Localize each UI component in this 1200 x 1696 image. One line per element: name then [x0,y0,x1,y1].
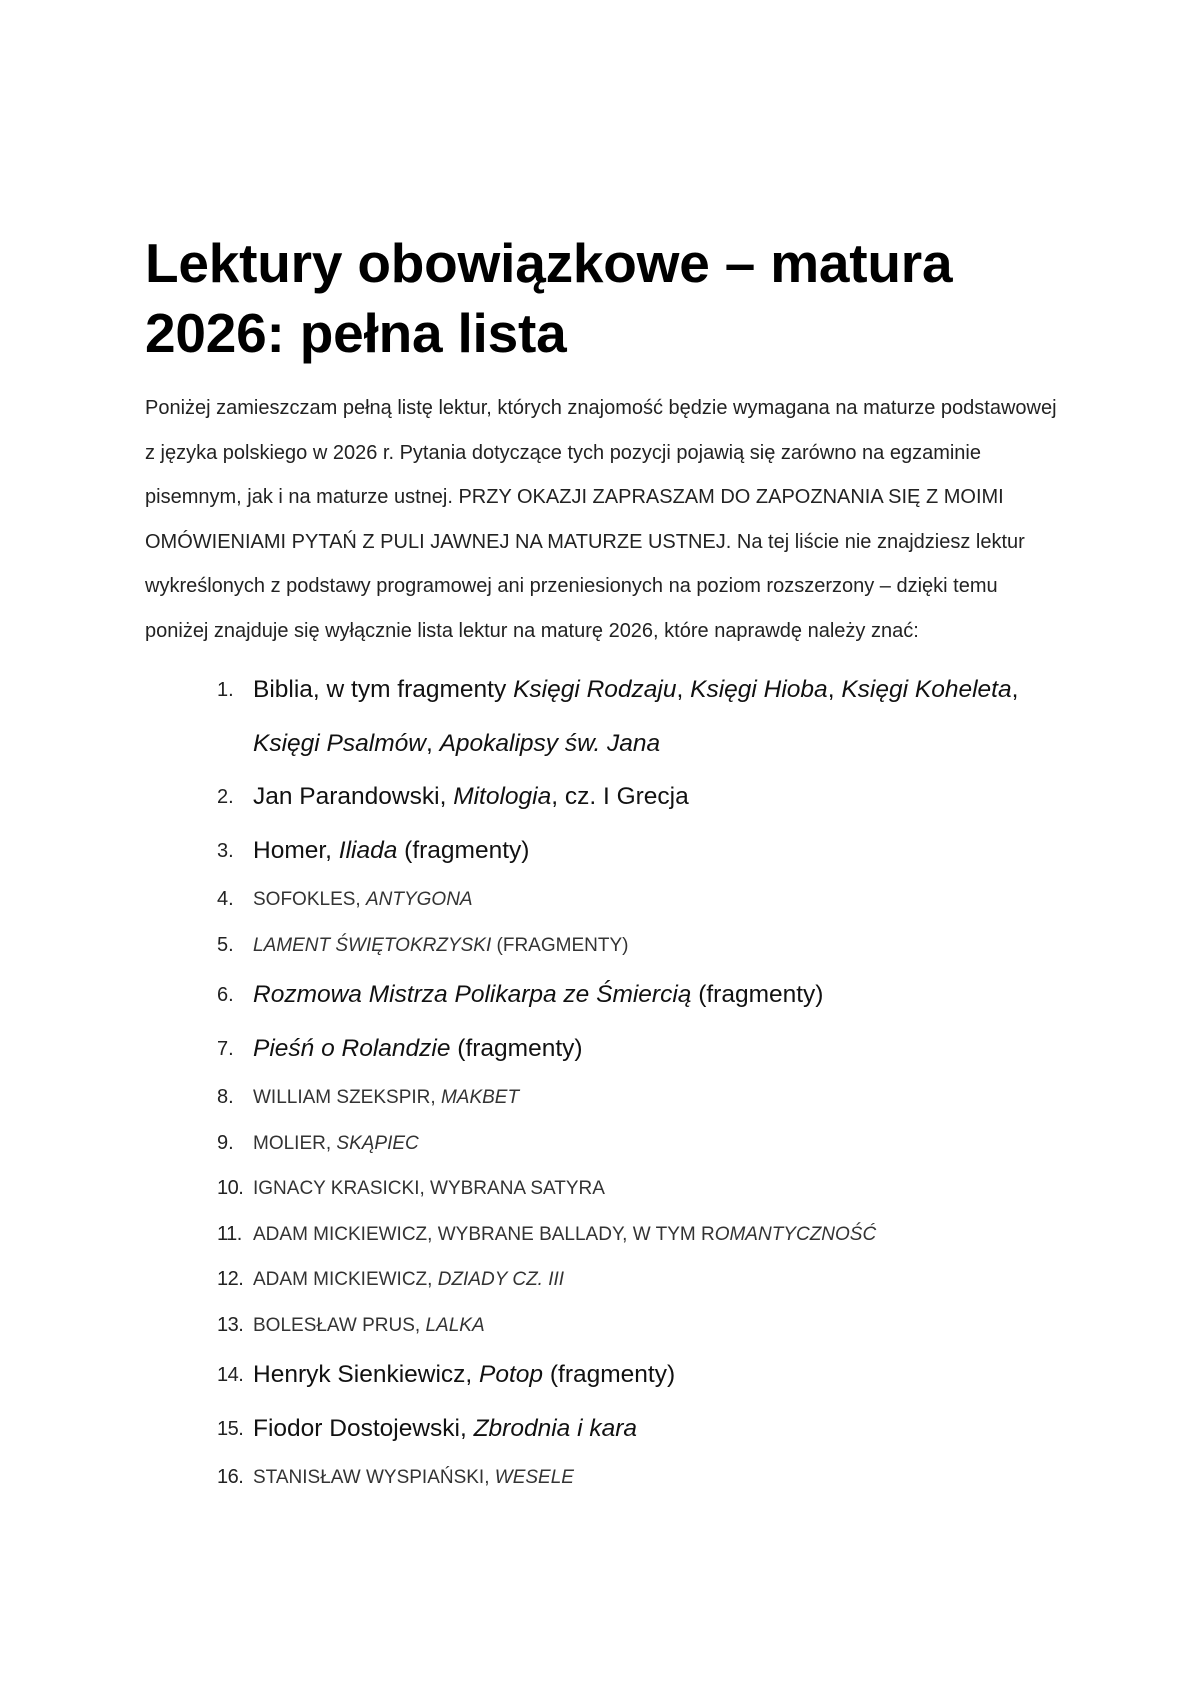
list-item-separator: , [827,676,842,703]
list-item-number: 4. [217,888,234,910]
list-item-author: SOFOKLES, [253,889,366,910]
list-item [145,923,1065,969]
list-item-number: 3. [217,839,234,862]
intro-paragraph: Poniżej zamieszczam pełną listę lektur, których znajomość będzie wymagana na maturze podstawowej z języka polskiego w 2026 r. Pytania dotyczące tych pozycji pojawią się zarówno na egzaminie pisemnym, jak i na maturze ustnej. PRZY OKAZJI ZAPRASZAM DO ZAPOZNANIA SIĘ Z MOIMI OMÓWIENIAMI PYTAŃ Z PULI JAWNEJ NA MATURZE USTNEJ. Na tej liście nie znajdziesz lektur wykreślonych z podstawy programowej ani przeniesionych na poziom rozszerzony – dzięki temu poniżej znajduje się wyłącznie lista lektur na maturę 2026, które naprawdę należy znać: [145,397,1057,642]
list-item-number: 14. [217,1364,244,1386]
list-item-number: 2. [217,786,234,808]
list-item-author: IGNACY KRASICKI, WYBRANA SATYRA [253,1178,605,1199]
list-item-work: Pieśń o Rolandzie [253,1034,451,1062]
list-item-work: SKĄPIEC [336,1132,419,1154]
list-item-work: MAKBET [440,1087,520,1108]
list-item-author: WILLIAM SZEKSPIR, [253,1087,441,1108]
list-item-work: Iliada [338,836,398,864]
list-item [145,1348,1065,1402]
list-item-separator: , [425,729,440,757]
list-item-author: ADAM MICKIEWICZ, WYBRANE BALLADY, W TYM R [253,1223,715,1245]
list-item-author: MOLIER, [253,1132,337,1154]
list-item-suffix: (fragmenty) [543,1361,676,1388]
list-item-work: Księgi Rodzaju [513,676,677,703]
list-item-work: Księgi Hioba [690,676,828,703]
list-item [145,1402,1065,1456]
list-item [145,824,1065,878]
list-item-work: Księgi Koheleta [841,676,1012,703]
list-item-number: 9. [217,1131,234,1154]
list-item-work: Potop [479,1361,544,1388]
list-item-work: Rozmowa Mistrza Polikarpa ze Śmiercią [253,981,692,1008]
list-item-number: 7. [217,1037,234,1060]
list-item-work: WESELE [494,1467,574,1488]
list-item-author: Henryk Sienkiewicz, [253,1361,480,1388]
list-item-number: 6. [217,984,234,1006]
list-item-number: 8. [217,1086,234,1108]
list-item-work: LALKA [425,1314,485,1336]
list-item-author: BOLESŁAW PRUS, [253,1314,426,1336]
list-item [145,1022,1065,1076]
list-item [145,1075,1065,1121]
list-item-suffix: (fragmenty) [397,836,530,864]
list-item-number: 16. [217,1466,244,1488]
list-item-number: 12. [217,1268,244,1290]
list-item-number: 11. [217,1222,242,1245]
list-item-suffix: , cz. I Grecja [551,783,689,810]
list-item [145,1455,1065,1501]
page-title: Lektury obowiązkowe – matura 2026: pełna lista [145,232,953,364]
list-item-author: Homer, [253,836,339,864]
list-item [145,1212,1065,1258]
list-item [145,1166,1065,1212]
list-item-author: Jan Parandowski, [253,783,454,810]
list-item-work: LAMENT ŚWIĘTOKRZYSKI [253,934,492,956]
list-item-separator: , [1011,676,1019,703]
list-item-suffix: (FRAGMENTY) [491,934,629,956]
list-item-work: Mitologia [453,783,552,810]
document-page [145,228,1065,1501]
list-item-number: 10. [217,1177,244,1199]
list-item-separator: , [676,676,691,703]
list-item [145,1303,1065,1349]
list-item-number: 13. [217,1313,244,1336]
reading-list [145,663,1065,1501]
list-item [145,968,1065,1022]
list-item-number: 15. [217,1417,244,1440]
list-item-number: 1. [217,679,234,701]
list-item [145,1257,1065,1303]
list-item-work: ANTYGONA [365,889,473,910]
list-item-author: Biblia, w tym fragmenty [253,676,514,703]
list-item-number: 5. [217,933,234,956]
list-item-work: Zbrodnia i kara [473,1414,637,1442]
list-item-author: STANISŁAW WYSPIAŃSKI, [253,1467,495,1488]
list-item-author: Fiodor Dostojewski, [253,1414,474,1442]
list-item [145,877,1065,923]
list-item [145,770,1065,824]
list-item-work: DZIADY CZ. III [437,1269,565,1290]
list-item-author: ADAM MICKIEWICZ, [253,1269,438,1290]
list-item-suffix: (fragmenty) [450,1034,583,1062]
list-item-work: OMANTYCZNOŚĆ [714,1223,877,1245]
list-item-suffix: (fragmenty) [691,981,824,1008]
list-item [145,1121,1065,1167]
list-item-work: Księgi Psalmów [253,729,426,757]
list-item [145,663,1065,770]
list-item-work: Apokalipsy św. Jana [439,729,661,757]
